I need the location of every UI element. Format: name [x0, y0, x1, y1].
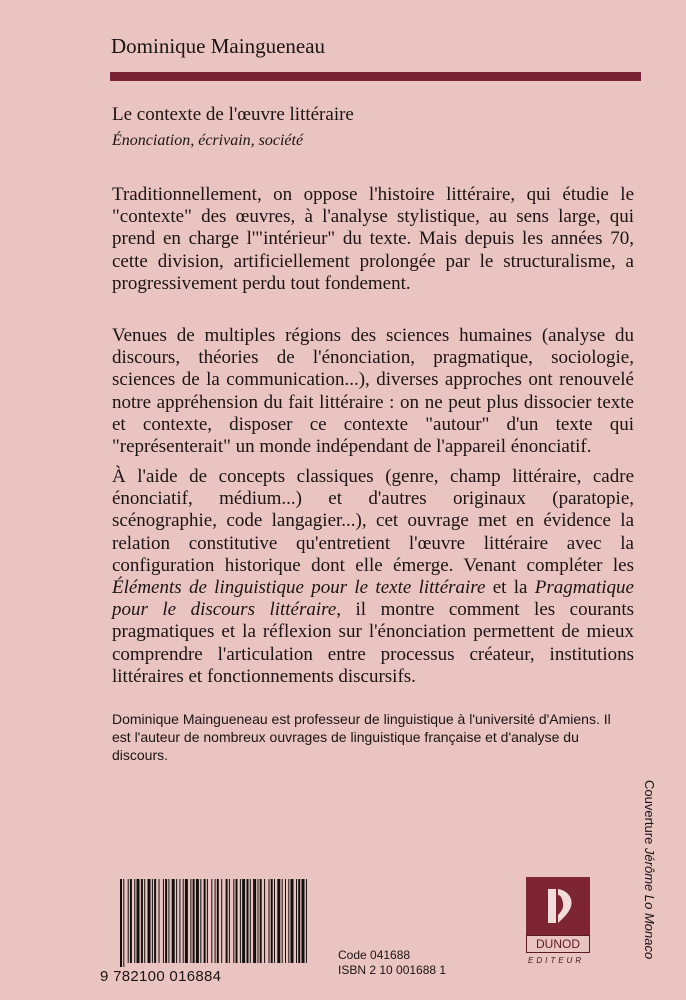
cover-credit — [642, 780, 657, 959]
publisher-logo — [526, 877, 590, 953]
barcode-bar — [242, 879, 245, 963]
barcode-bar — [282, 879, 283, 963]
barcode-bar — [168, 879, 169, 963]
barcode-bar — [269, 879, 270, 963]
barcode-bar — [291, 879, 294, 963]
barcode-bar — [229, 879, 230, 963]
publisher-emblem — [526, 877, 590, 935]
blurb-paragraph-1: Traditionnellement, on oppose l'histoire littéraire, qui étudie le "contexte" des œuvres, à l'analyse stylistique, au sens large, qui prend en charge l'"intérieur" du texte. Mais depuis les années 70, cette division, artificiellement prolongée par le structuralisme, a progressivement perdu tout fondement. — [112, 184, 634, 294]
blurb-paragraph-3-text-a: À l'aide de concepts classiques (genre, champ littéraire, cadre énonciatif, médium...) et d'autres originaux (paratopie, scénographie, code langagier...), cet ouvrage met en évidence la relation constitutive qu'entretient l'œuvre littéraire avec la configuration historique dont elle émerge. Venant compléter les — [112, 466, 634, 576]
isbn: ISBN 2 10 001688 1 — [338, 963, 447, 977]
emblem-mark-icon — [526, 877, 590, 935]
barcode-bar — [288, 879, 289, 963]
barcode-bar — [137, 879, 140, 963]
barcode-bar — [264, 879, 265, 963]
barcode-bar — [120, 879, 122, 967]
barcode-bar — [217, 879, 219, 963]
blurb-paragraph-2: Venues de multiples régions des sciences humaines (analyse du discours, théories de l'énonciation, pragmatique, sociologie, sciences de la communication...), diverses approches ont renouvelé notre appréhension du fait littéraire : on ne peut plus dissocier texte et contexte, disposer ce contexte "autour" d'un texte qui "représenterait" un monde indépendant de l'appareil énonciatif. — [112, 325, 634, 458]
barcode-bar — [130, 879, 132, 963]
barcode-bar — [134, 879, 135, 963]
product-code: Code 041688 — [338, 948, 411, 962]
book-subtitle: Énonciation, écrivain, société — [112, 132, 304, 149]
barcode-bar — [190, 879, 191, 963]
barcode-bar — [193, 879, 195, 963]
header-rule — [110, 72, 641, 81]
barcode-bar — [250, 879, 251, 963]
author-name: Dominique Maingueneau — [111, 34, 326, 58]
author-bio: Dominique Maingueneau est professeur de linguistique à l'université d'Amiens. Il est l'auteur de nombreux ouvrages de linguistique française et d'analyse du discours. — [112, 711, 611, 763]
barcode-bar — [298, 879, 300, 963]
cover-credit-name: Jérôme Lo Monaco — [642, 847, 657, 960]
barcode-bar — [302, 879, 305, 963]
barcode-bar — [185, 879, 188, 963]
cover-credit-prefix: Couverture — [642, 780, 657, 848]
barcode-bar — [258, 879, 259, 963]
barcode-bar — [285, 879, 286, 963]
blurb-paragraph-3-text-c: , il montre comment les courants pragmatiques et la réflexion sur l'énonciation permettent de mieux comprendre l'articulation entre processus créateur, institutions littéraires et fonctionnements discursifs. — [112, 599, 634, 687]
barcode-bar — [277, 879, 280, 963]
barcode-bar — [183, 879, 184, 963]
book-reference-elements: Éléments de linguistique pour le texte littéraire — [112, 577, 486, 599]
publisher-tagline: EDITEUR — [528, 956, 585, 965]
barcode-bar — [226, 879, 228, 963]
book-reference-pragmatique: Pragmatique pour le discours littéraire — [112, 577, 634, 621]
barcode-bar — [165, 879, 167, 963]
barcode-bar — [240, 879, 241, 963]
barcode-bar — [296, 879, 297, 963]
barcode-bar — [148, 879, 151, 963]
barcode-bar — [141, 879, 143, 963]
barcode-bar — [271, 879, 273, 963]
barcode-bar — [154, 879, 156, 963]
barcode-bar — [236, 879, 238, 963]
barcode-bar — [233, 879, 234, 963]
barcode-bar — [200, 879, 201, 963]
barcode-digits: 9 782100 016884 — [100, 968, 222, 985]
barcode-bar — [144, 879, 145, 963]
barcode-bar — [211, 879, 212, 963]
barcode-bar — [123, 879, 124, 967]
barcode-bar — [204, 879, 206, 963]
barcode-bar — [306, 879, 307, 963]
barcode-bar — [274, 879, 275, 963]
blurb-paragraph-3 — [112, 466, 634, 688]
publisher-name: DUNOD — [526, 935, 590, 953]
barcode-bar — [247, 879, 249, 963]
barcode-bar — [176, 879, 177, 963]
barcode-bar — [215, 879, 216, 963]
barcode-bar — [128, 879, 129, 963]
barcode — [100, 879, 312, 999]
barcode-bar — [172, 879, 175, 963]
barcode-bar — [152, 879, 153, 963]
code-info — [338, 948, 446, 978]
barcode-bar — [196, 879, 199, 963]
book-title: Le contexte de l'œuvre littéraire — [112, 104, 354, 125]
barcode-bar — [260, 879, 262, 963]
blurb-paragraph-3-text-b: et la — [485, 577, 535, 599]
barcode-bar — [179, 879, 180, 963]
barcode-bar — [159, 879, 160, 963]
barcode-bar — [221, 879, 222, 963]
barcode-bar — [163, 879, 164, 963]
barcode-bar — [207, 879, 208, 963]
barcode-bars — [100, 879, 312, 969]
barcode-bar — [253, 879, 256, 963]
